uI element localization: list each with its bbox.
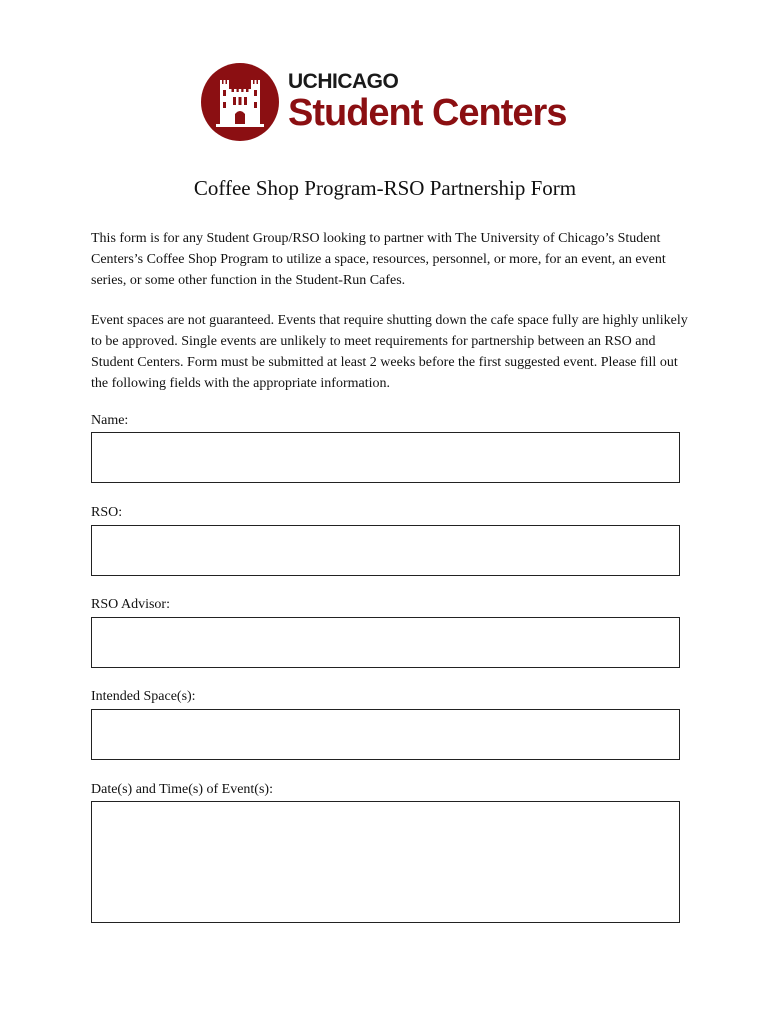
logo-uchicago-text: UCHICAGO xyxy=(288,70,399,93)
rso-advisor-field[interactable] xyxy=(91,617,680,668)
dates-times-label: Date(s) and Time(s) of Event(s): xyxy=(91,782,273,797)
dates-times-field[interactable] xyxy=(91,801,680,923)
rso-label: RSO: xyxy=(91,505,123,520)
rso-field[interactable] xyxy=(91,525,680,576)
building-seal-icon xyxy=(200,62,280,142)
intended-spaces-label: Intended Space(s): xyxy=(91,689,196,704)
intro-paragraph: This form is for any Student Group/RSO looking to partner with The University of Chicago’s Student Centers’s Coffee Shop Program to utilize a space, resources, personnel, or more, for an event, an event series, or some other function in the Student-Run Cafes. xyxy=(91,231,666,288)
rso-advisor-label: RSO Advisor: xyxy=(91,597,170,612)
name-label: Name: xyxy=(91,413,129,428)
intended-spaces-field[interactable] xyxy=(91,709,680,760)
name-field[interactable] xyxy=(91,432,680,483)
uchicago-student-centers-logo xyxy=(200,62,566,142)
logo-student-centers-text: Student Centers xyxy=(288,92,567,134)
form-title: Coffee Shop Program-RSO Partnership Form xyxy=(193,176,577,200)
guidelines-paragraph: Event spaces are not guaranteed. Events that require shutting down the cafe space fully are highly unlikely to be approved. Single events are unlikely to meet requirements for partnership between an RSO and Student Centers. Form must be submitted at least 2 weeks before the first suggested event. Please fill out the following fields with the appropriate information. xyxy=(91,313,688,391)
